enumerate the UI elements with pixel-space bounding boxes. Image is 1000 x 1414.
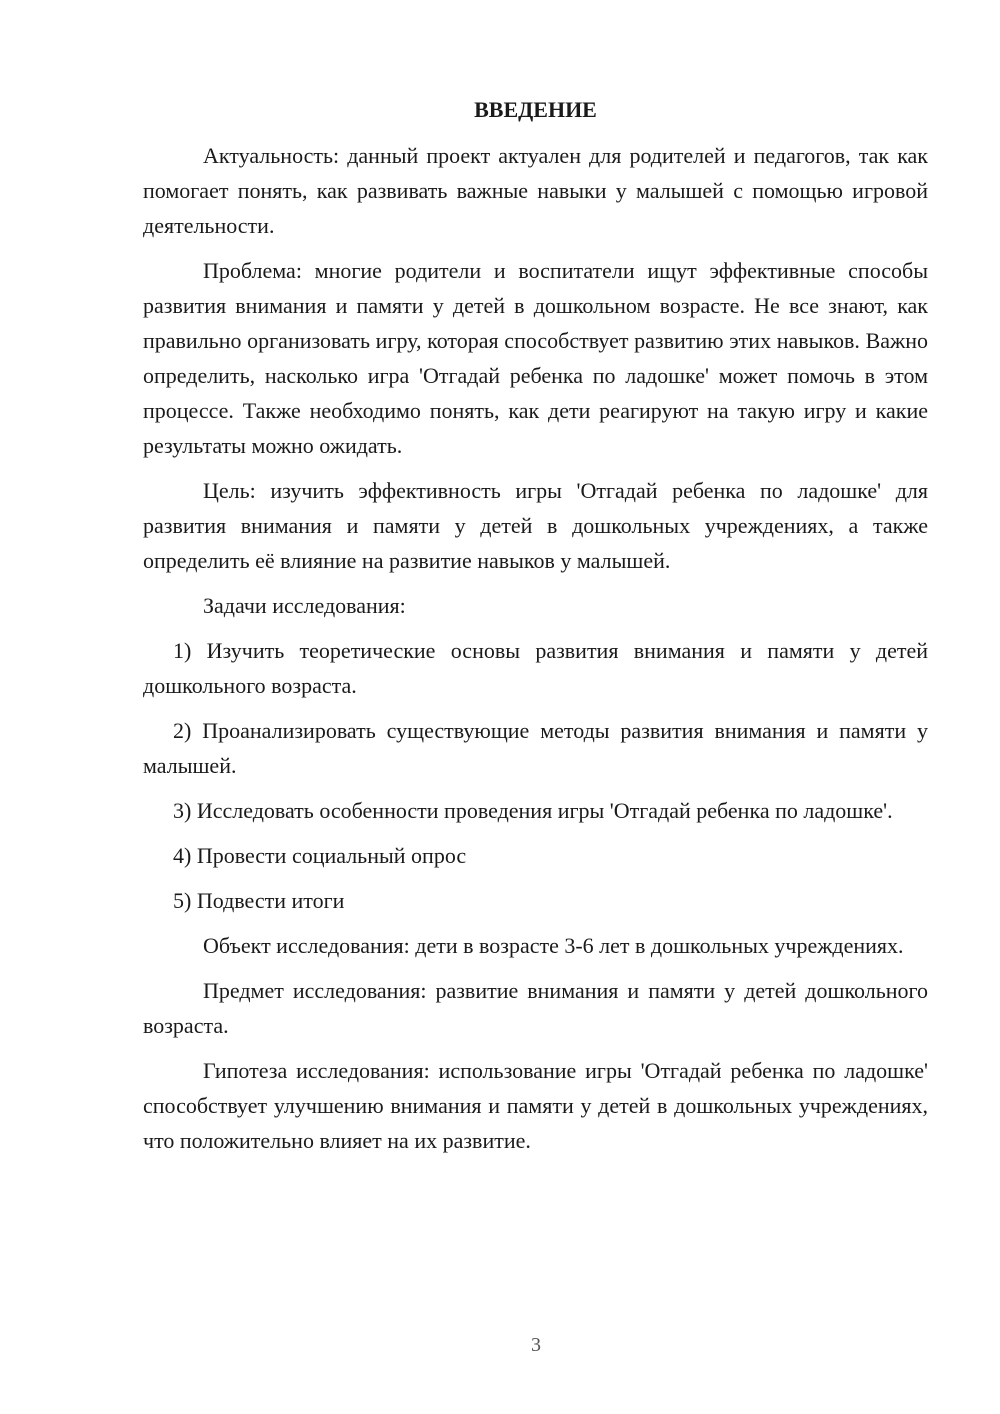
- goal-paragraph: Цель: изучить эффективность игры 'Отгадай ребенка по ладошке' для развития внимания и памяти у детей в дошкольных учреждениях, а также определить её влияние на развитие навыков у малышей.: [143, 478, 928, 573]
- task-item-2: 2) Проанализировать существующие методы развития внимания и памяти у малышей.: [143, 718, 928, 778]
- task-item-3: 3) Исследовать особенности проведения игры 'Отгадай ребенка по ладошке'.: [173, 798, 893, 823]
- object-paragraph: Объект исследования: дети в возрасте 3-6 лет в дошкольных учреждениях.: [203, 933, 904, 958]
- subject-paragraph: Предмет исследования: развитие внимания и памяти у детей дошкольного возраста.: [143, 978, 928, 1038]
- hypothesis-paragraph: Гипотеза исследования: использование игры 'Отгадай ребенка по ладошке' способствует улучшению внимания и памяти у детей в дошкольных учреждениях, что положительно влияет на их развитие.: [143, 1058, 928, 1153]
- document-page: [143, 96, 928, 1168]
- task-item-1: 1) Изучить теоретические основы развития внимания и памяти у детей дошкольного возраста.: [143, 638, 928, 698]
- tasks-heading: Задачи исследования:: [203, 593, 406, 618]
- task-item-4: 4) Провести социальный опрос: [173, 843, 467, 868]
- task-item-5: 5) Подвести итоги: [173, 888, 345, 913]
- relevance-paragraph: Актуальность: данный проект актуален для родителей и педагогов, так как помогает понять, как развивать важные навыки у малышей с помощью игровой деятельности.: [143, 143, 928, 238]
- problem-paragraph: Проблема: многие родители и воспитатели ищут эффективные способы развития внимания и памяти у детей в дошкольном возрасте. Не все знают, как правильно организовать игру, которая способствует развитию этих навыков. Важно определить, насколько игра 'Отгадай ребенка по ладошке' может помочь в этом процессе. Также необходимо понять, как дети реагируют на такую игру и какие результаты можно ожидать.: [143, 258, 928, 458]
- page-number: 3: [531, 1334, 541, 1356]
- page-title: ВВЕДЕНИЕ: [474, 97, 597, 122]
